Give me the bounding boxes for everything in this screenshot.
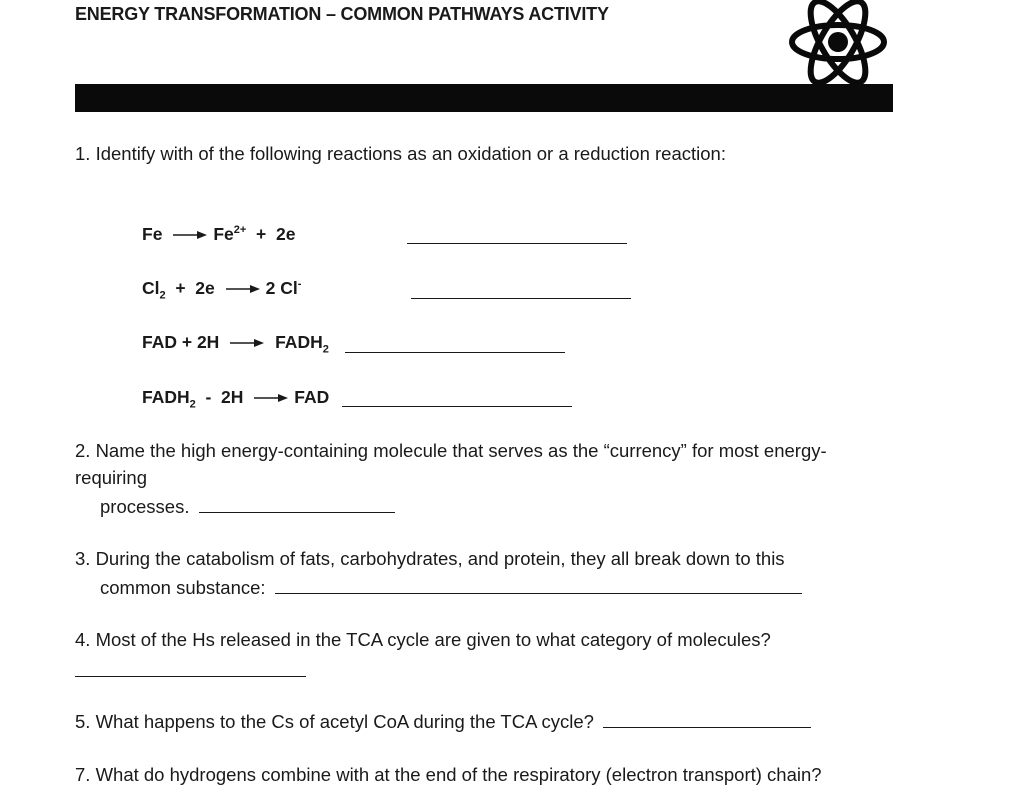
answer-blank-reaction-2[interactable] xyxy=(411,297,631,299)
reaction-4-reactant: FADH xyxy=(142,387,190,407)
reaction-1 xyxy=(142,224,295,245)
reaction-1-product: Fe xyxy=(213,224,234,244)
answer-blank-reaction-3[interactable] xyxy=(345,351,565,353)
answer-blank-reaction-4[interactable] xyxy=(342,405,572,407)
question-4-text: 4. Most of the Hs released in the TCA cycle are given to what category of molecules? xyxy=(75,629,771,650)
reaction-2-reactant: Cl xyxy=(142,278,160,298)
question-1-text: 1. Identify with of the following reactions as an oxidation or a reduction reaction: xyxy=(75,143,726,164)
question-2-line-1: 2. Name the high energy-containing molecule that serves as the “currency” for most energy- xyxy=(75,440,827,461)
arrow-right-icon xyxy=(173,230,207,240)
reaction-4-subscript: 2 xyxy=(189,398,196,411)
question-5-line xyxy=(75,709,811,733)
reaction-4-product: FAD xyxy=(294,387,330,407)
reaction-3 xyxy=(142,332,329,356)
reaction-1-charge: 2+ xyxy=(233,224,247,237)
answer-blank-question-5[interactable] xyxy=(603,709,811,728)
answer-blank-reaction-1[interactable] xyxy=(407,242,627,244)
question-2-line-3 xyxy=(100,494,395,518)
reaction-3-subscript: 2 xyxy=(322,343,329,356)
reaction-2-product: 2 Cl xyxy=(265,278,298,298)
arrow-right-icon xyxy=(230,338,264,348)
question-5-text: 5. What happens to the Cs of acetyl CoA during the TCA cycle? xyxy=(75,711,594,732)
question-7-text: 7. What do hydrogens combine with at the end of the respiratory (electron transport) chain? xyxy=(75,764,822,785)
reaction-4 xyxy=(142,387,329,411)
reaction-2-charge: - xyxy=(297,278,302,291)
reaction-2-subscript: 2 xyxy=(159,289,166,302)
question-3-line-2 xyxy=(100,575,802,599)
arrow-right-icon xyxy=(254,393,288,403)
header-divider-bar xyxy=(75,84,893,112)
answer-blank-question-3[interactable] xyxy=(275,575,802,594)
reaction-2-electrons: + 2e xyxy=(165,278,215,298)
answer-blank-question-4[interactable] xyxy=(75,675,306,677)
question-3-line-2-text: common substance: xyxy=(100,577,266,598)
reaction-1-electrons: + 2e xyxy=(246,224,296,244)
question-3-line-1: 3. During the catabolism of fats, carbohydrates, and protein, they all break down to this xyxy=(75,548,785,569)
question-2-line-2: requiring xyxy=(75,467,147,488)
page-title: ENERGY TRANSFORMATION – COMMON PATHWAYS ACTIVITY xyxy=(75,4,609,24)
reaction-4-hydrogens: - 2H xyxy=(195,387,244,407)
atom-icon xyxy=(786,0,890,84)
reaction-2 xyxy=(142,278,301,302)
question-2-line-3-text: processes. xyxy=(100,496,190,517)
answer-blank-question-2[interactable] xyxy=(199,494,395,513)
reaction-1-reactant: Fe xyxy=(142,224,163,244)
reaction-3-reactant: FAD + 2H xyxy=(142,332,220,352)
arrow-right-icon xyxy=(226,284,260,294)
reaction-3-product: FADH xyxy=(275,332,323,352)
